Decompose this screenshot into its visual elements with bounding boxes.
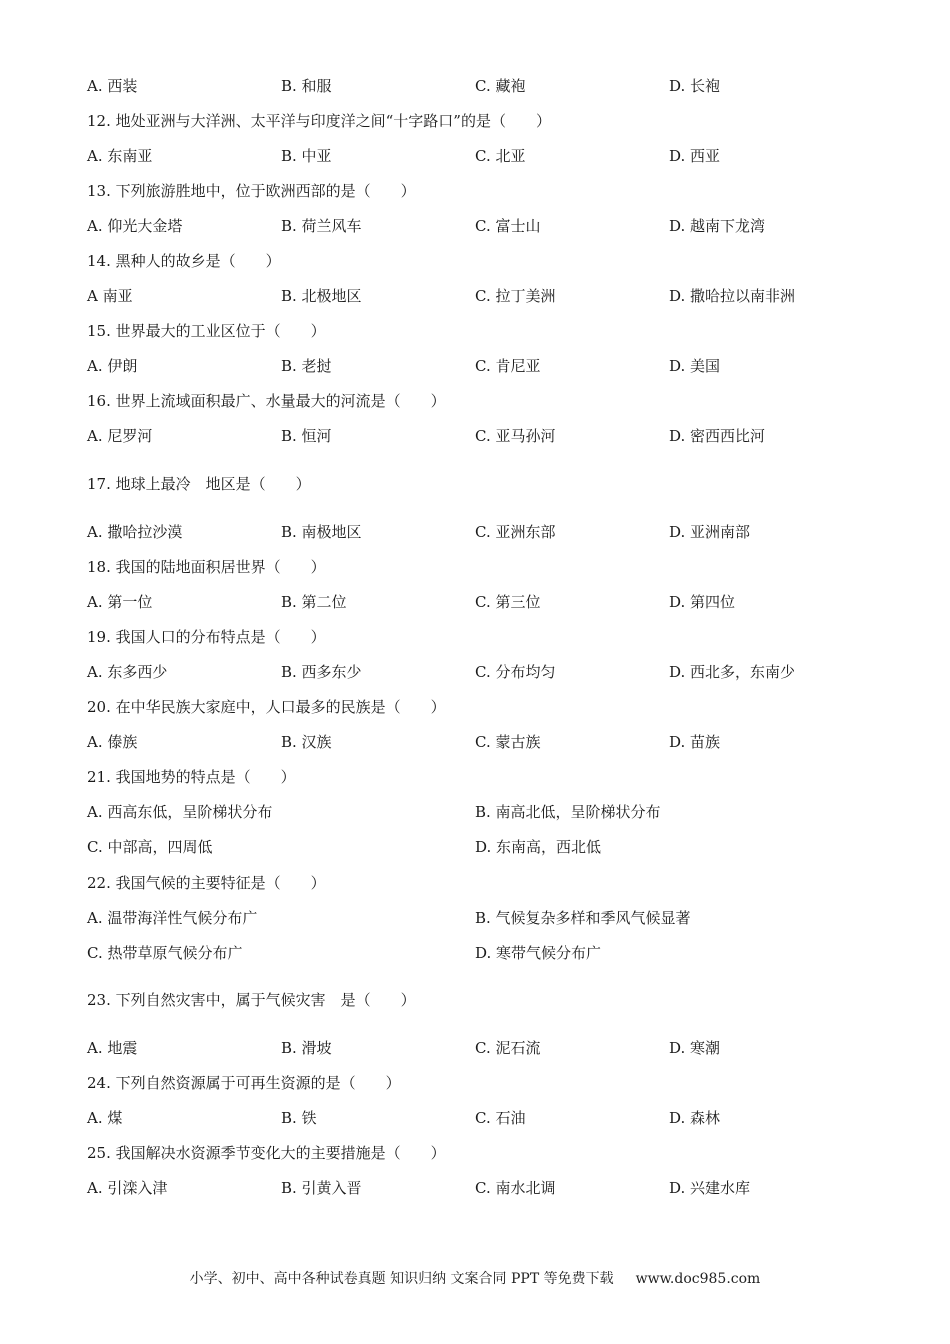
page-footer <box>0 1268 950 1290</box>
q14-option-c: C. 拉丁美洲 <box>475 287 556 305</box>
q23-option-d: D. 寒潮 <box>669 1039 721 1057</box>
footer-text: 小学、初中、高中各种试卷真题 知识归纳 文案合同 PPT 等免费下载 <box>189 1271 614 1287</box>
q15-option-b: B. 老挝 <box>281 357 332 375</box>
q14-option-d: D. 撒哈拉以南非洲 <box>669 287 796 305</box>
q11-option-a: A. 西装 <box>87 77 138 95</box>
q14-options <box>0 284 950 308</box>
q21-option-c: C. 中部高，四周低 <box>87 838 213 856</box>
q13-option-b: B. 荷兰风车 <box>281 217 362 235</box>
q24-option-c: C. 石油 <box>475 1109 526 1127</box>
q23-option-c: C. 泥石流 <box>475 1039 541 1057</box>
q11-option-c: C. 藏袍 <box>475 77 526 95</box>
q25-stem: 25. 我国解决水资源季节变化大的主要措施是（ ） <box>87 1144 446 1162</box>
q21-options-row1 <box>0 800 950 824</box>
q21-option-d: D. 东南高，西北低 <box>475 838 602 856</box>
q12-option-a: A. 东南亚 <box>87 147 153 165</box>
q13-stem: 13. 下列旅游胜地中，位于欧洲西部的是（ ） <box>87 182 416 200</box>
q19-stem: 19. 我国人口的分布特点是（ ） <box>87 628 326 646</box>
q16-option-b: B. 恒河 <box>281 427 332 445</box>
q21-option-a: A. 西高东低，呈阶梯状分布 <box>87 803 273 821</box>
q25-option-a: A. 引滦入津 <box>87 1179 168 1197</box>
q22-option-c: C. 热带草原气候分布广 <box>87 944 243 962</box>
q19-stem-line <box>0 625 950 649</box>
q20-option-c: C. 蒙古族 <box>475 733 541 751</box>
q12-option-b: B. 中亚 <box>281 147 332 165</box>
q15-option-c: C. 肯尼亚 <box>475 357 541 375</box>
q16-stem-line <box>0 389 950 413</box>
q17-options <box>0 520 950 544</box>
q23-option-b: B. 滑坡 <box>281 1039 332 1057</box>
q11-option-d: D. 长袍 <box>669 77 721 95</box>
q12-option-d: D. 西亚 <box>669 147 721 165</box>
q22-option-a: A. 温带海洋性气候分布广 <box>87 909 258 927</box>
q16-option-a: A. 尼罗河 <box>87 427 153 445</box>
q24-stem-line <box>0 1071 950 1095</box>
q19-option-a: A. 东多西少 <box>87 663 168 681</box>
q15-stem: 15. 世界最大的工业区位于（ ） <box>87 322 326 340</box>
q17-option-b: B. 南极地区 <box>281 523 362 541</box>
q22-option-d: D. 寒带气候分布广 <box>475 944 602 962</box>
q25-stem-line <box>0 1141 950 1165</box>
q12-stem-line <box>0 109 950 133</box>
q24-option-a: A. 煤 <box>87 1109 123 1127</box>
q14-option-b: B. 北极地区 <box>281 287 362 305</box>
q11-options <box>0 74 950 98</box>
q17-stem-line <box>0 472 950 496</box>
q20-stem: 20. 在中华民族大家庭中，人口最多的民族是（ ） <box>87 698 446 716</box>
q18-option-b: B. 第二位 <box>281 593 347 611</box>
q17-option-a: A. 撒哈拉沙漠 <box>87 523 183 541</box>
q18-options <box>0 590 950 614</box>
q17-option-d: D. 亚洲南部 <box>669 523 751 541</box>
q18-stem: 18. 我国的陆地面积居世界（ ） <box>87 558 326 576</box>
q14-stem: 14. 黑种人的故乡是（ ） <box>87 252 281 270</box>
q21-stem: 21. 我国地势的特点是（ ） <box>87 768 296 786</box>
q16-option-d: D. 密西西比河 <box>669 427 766 445</box>
q17-stem: 17. 地球上最冷 地区是（ ） <box>87 475 311 493</box>
q15-stem-line <box>0 319 950 343</box>
q14-stem-line <box>0 249 950 273</box>
q19-option-c: C. 分布均匀 <box>475 663 556 681</box>
q20-stem-line <box>0 695 950 719</box>
q18-option-a: A. 第一位 <box>87 593 153 611</box>
q18-stem-line <box>0 555 950 579</box>
q12-stem: 12. 地处亚洲与大洋洲、太平洋与印度洋之间“十字路口”的是（ ） <box>87 112 551 130</box>
q18-option-d: D. 第四位 <box>669 593 736 611</box>
q19-option-b: B. 西多东少 <box>281 663 362 681</box>
q15-options <box>0 354 950 378</box>
q24-options <box>0 1106 950 1130</box>
q25-option-c: C. 南水北调 <box>475 1179 556 1197</box>
q21-stem-line <box>0 765 950 789</box>
q13-option-a: A. 仰光大金塔 <box>87 217 183 235</box>
q19-option-d: D. 西北多，东南少 <box>669 663 796 681</box>
q18-option-c: C. 第三位 <box>475 593 541 611</box>
q12-option-c: C. 北亚 <box>475 147 526 165</box>
q11-option-b: B. 和服 <box>281 77 332 95</box>
q16-options <box>0 424 950 448</box>
q21-options-row2 <box>0 835 950 859</box>
q20-option-a: A. 傣族 <box>87 733 138 751</box>
q20-option-d: D. 苗族 <box>669 733 721 751</box>
q16-option-c: C. 亚马孙河 <box>475 427 556 445</box>
q24-option-b: B. 铁 <box>281 1109 317 1127</box>
q15-option-d: D. 美国 <box>669 357 721 375</box>
q23-stem-line <box>0 988 950 1012</box>
q13-options <box>0 214 950 238</box>
q25-options <box>0 1176 950 1200</box>
q22-stem-line <box>0 871 950 895</box>
q22-stem: 22. 我国气候的主要特征是（ ） <box>87 874 326 892</box>
q13-option-d: D. 越南下龙湾 <box>669 217 766 235</box>
q25-option-d: D. 兴建水库 <box>669 1179 751 1197</box>
q13-stem-line <box>0 179 950 203</box>
q17-option-c: C. 亚洲东部 <box>475 523 556 541</box>
q20-options <box>0 730 950 754</box>
q21-option-b: B. 南高北低，呈阶梯状分布 <box>475 803 661 821</box>
q22-options-row2 <box>0 941 950 965</box>
q20-option-b: B. 汉族 <box>281 733 332 751</box>
q15-option-a: A. 伊朗 <box>87 357 138 375</box>
q25-option-b: B. 引黄入晋 <box>281 1179 362 1197</box>
q16-stem: 16. 世界上流域面积最广、水量最大的河流是（ ） <box>87 392 446 410</box>
q13-option-c: C. 富士山 <box>475 217 541 235</box>
q12-options <box>0 144 950 168</box>
footer-url-link[interactable]: www.doc985.com <box>635 1271 761 1287</box>
q22-option-b: B. 气候复杂多样和季风气候显著 <box>475 909 691 927</box>
q23-option-a: A. 地震 <box>87 1039 138 1057</box>
q23-options <box>0 1036 950 1060</box>
q24-option-d: D. 森林 <box>669 1109 721 1127</box>
q23-stem: 23. 下列自然灾害中，属于气候灾害 是（ ） <box>87 991 416 1009</box>
q19-options <box>0 660 950 684</box>
q24-stem: 24. 下列自然资源属于可再生资源的是（ ） <box>87 1074 401 1092</box>
q14-option-a: A 南亚 <box>87 287 133 305</box>
q22-options-row1 <box>0 906 950 930</box>
